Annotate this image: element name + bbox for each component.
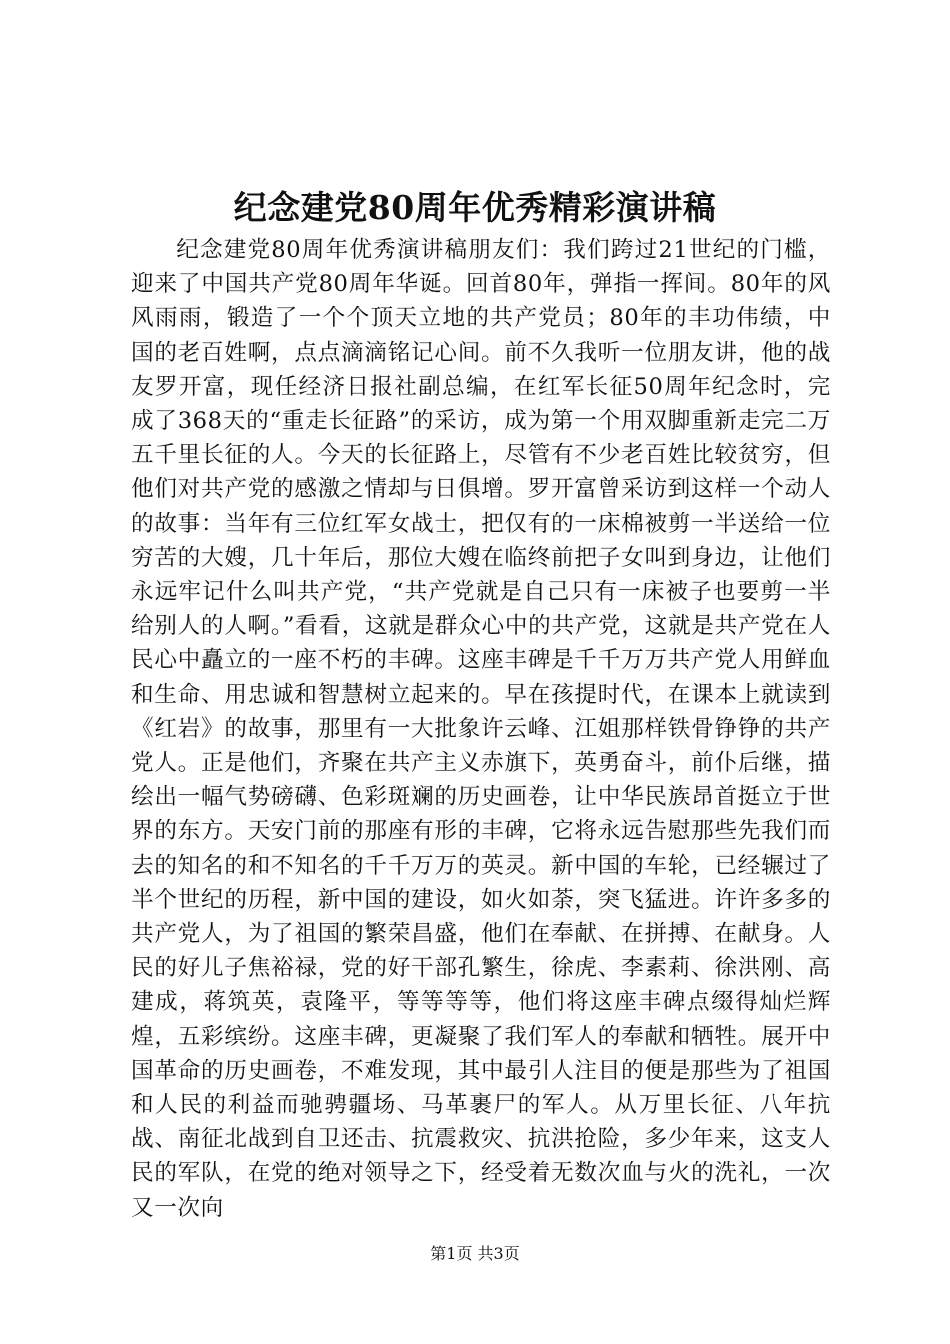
page-title: 纪念建党80周年优秀精彩演讲稿 [233, 188, 717, 227]
body-paragraph: 纪念建党80周年优秀演讲稿朋友们：我们跨过21世纪的门槛，迎来了中国共产党80周年华诞。回首80年，弹指一挥间。80年的风风雨雨，锻造了一个个顶天立地的共产党员；80年的丰功伟绩，中国的老百姓啊，点点滴滴铭记心间。前不久我听一位朋友讲，他的战友罗开富，现任经济日报社副总编，在红军长征50周年纪念时，完成了368天的“重走长征路”的采访，成为第一个用双脚重新走完二万五千里长征的人。今天的长征路上，尽管有不少老百姓比较贫穷，但他们对共产党的感激之情却与日俱增。罗开富曾采访到这样一个动人的故事：当年有三位红军女战士，把仅有的一床棉被剪一半送给一位穷苦的大嫂，几十年后，那位大嫂在临终前把子女叫到身边，让他们永远牢记什么叫共产党，“共产党就是自己只有一床被子也要剪一半给别人的人啊。”看看，这就是群众心中的共产党，这就是共产党在人民心中矗立的一座不朽的丰碑。这座丰碑是千千万万共产党人用鲜血和生命、用忠诚和智慧树立起来的。早在孩提时代，在课本上就读到《红岩》的故事，那里有一大批象许云峰、江姐那样铁骨铮铮的共产党人。正是他们，齐聚在共产主义赤旗下，英勇奋斗，前仆后继，描绘出一幅气势磅礴、色彩斑斓的历史画卷，让中华民族昂首挺立于世界的东方。天安门前的那座有形的丰碑，它将永远告慰那些先我们而去的知名的和不知名的千千万万的英灵。新中国的车轮，已经辗过了半个世纪的历程，新中国的建设，如火如荼，突飞猛进。许许多多的共产党人，为了祖国的繁荣昌盛，他们在奉献、在拼搏、在献身。人民的好儿子焦裕禄，党的好干部孔繁生，徐虎、李素莉、徐洪刚、高建成，蒋筑英，袁隆平，等等等等，他们将这座丰碑点缀得灿烂辉煌，五彩缤纷。这座丰碑，更凝聚了我们军人的奉献和牺牲。展开中国革命的历史画卷，不难发现，其中最引人注目的便是那些为了祖国和人民的利益而驰骋疆场、马革裹尸的军人。从万里长征、八年抗战、南征北战到自卫还击、抗震救灾、抗洪抢险，多少年来，这支人民的军队，在党的绝对领导之下，经受着无数次血与火的洗礼，一次又一次向 [131, 237, 831, 1221]
page-footer: 第1页 共3页 [430, 1244, 520, 1263]
